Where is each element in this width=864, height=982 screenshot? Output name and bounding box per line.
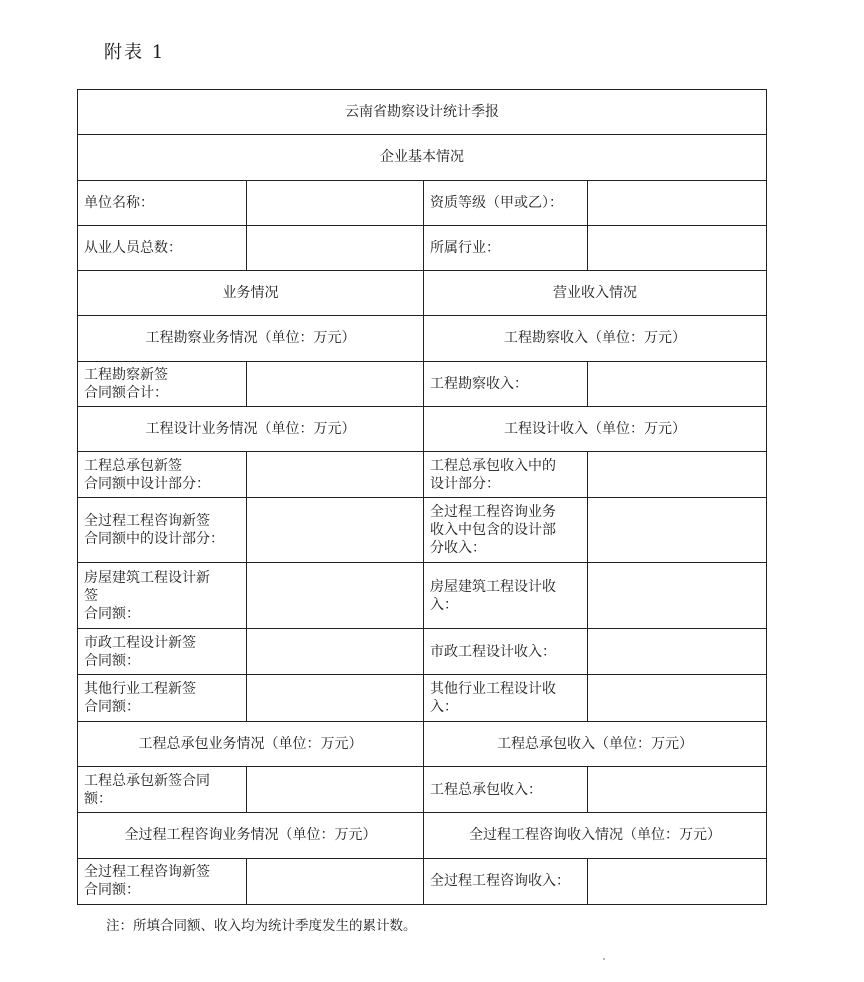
- unit-name-label: 单位名称：: [78, 180, 247, 225]
- design-row-right-label: 工程总承包收入中的 设计部分：: [424, 452, 588, 498]
- design-row-right-field[interactable]: [588, 629, 767, 675]
- epc-contract-label: 工程总承包新签合同 额：: [78, 767, 247, 813]
- design-row-right-field[interactable]: [588, 452, 767, 498]
- design-row-right-label: 市政工程设计收入：: [424, 629, 588, 675]
- epc-income-label: 工程总承包收入：: [424, 767, 588, 813]
- attachment-label: 附表 1: [104, 42, 166, 63]
- design-row-left-label: 其他行业工程新签 合同额：: [78, 675, 247, 721]
- industry-field[interactable]: [588, 225, 767, 270]
- consult-business-heading: 全过程工程咨询业务情况（单位：万元）: [78, 813, 424, 858]
- unit-name-field[interactable]: [247, 180, 424, 225]
- design-row-left-field[interactable]: [247, 452, 424, 498]
- employees-label: 从业人员总数：: [78, 225, 247, 270]
- consult-income-field[interactable]: [588, 858, 767, 904]
- survey-income-label: 工程勘察收入：: [424, 361, 588, 406]
- design-row-left-field[interactable]: [247, 629, 424, 675]
- employees-field[interactable]: [247, 225, 424, 270]
- basic-info-heading: 企业基本情况: [78, 135, 767, 180]
- design-row-left-field[interactable]: [247, 562, 424, 628]
- consult-revenue-heading: 全过程工程咨询收入情况（单位：万元）: [424, 813, 767, 858]
- form-title: 云南省勘察设计统计季报: [78, 90, 767, 135]
- epc-business-heading: 工程总承包业务情况（单位：万元）: [78, 721, 424, 766]
- design-row-right-label: 其他行业工程设计收 入：: [424, 675, 588, 721]
- design-business-heading: 工程设计业务情况（单位：万元）: [78, 406, 424, 451]
- qualification-label: 资质等级（甲或乙）：: [424, 180, 588, 225]
- qualification-field[interactable]: [588, 180, 767, 225]
- survey-business-heading: 工程勘察业务情况（单位：万元）: [78, 316, 424, 361]
- design-row-left-label: 市政工程设计新签 合同额：: [78, 629, 247, 675]
- design-row-right-label: 房屋建筑工程设计收 入：: [424, 562, 588, 628]
- design-row-right-field[interactable]: [588, 498, 767, 562]
- consult-contract-label: 全过程工程咨询新签 合同额：: [78, 858, 247, 904]
- design-row-right-field[interactable]: [588, 562, 767, 628]
- business-heading: 业务情况: [78, 271, 424, 316]
- revenue-heading: 营业收入情况: [424, 271, 767, 316]
- design-row-left-label: 房屋建筑工程设计新 签 合同额：: [78, 562, 247, 628]
- footnote: 注：所填合同额、收入均为统计季度发生的累计数。: [106, 918, 417, 934]
- design-row-left-field[interactable]: [247, 498, 424, 562]
- design-revenue-heading: 工程设计收入（单位：万元）: [424, 406, 767, 451]
- survey-contract-label: 工程勘察新签 合同额合计：: [78, 361, 247, 406]
- survey-contract-field[interactable]: [247, 361, 424, 406]
- epc-contract-field[interactable]: [247, 767, 424, 813]
- industry-label: 所属行业：: [424, 225, 588, 270]
- epc-income-field[interactable]: [588, 767, 767, 813]
- survey-revenue-heading: 工程勘察收入（单位：万元）: [424, 316, 767, 361]
- design-row-right-field[interactable]: [588, 675, 767, 721]
- epc-revenue-heading: 工程总承包收入（单位：万元）: [424, 721, 767, 766]
- design-row-left-field[interactable]: [247, 675, 424, 721]
- design-row-left-label: 工程总承包新签 合同额中设计部分：: [78, 452, 247, 498]
- survey-income-field[interactable]: [588, 361, 767, 406]
- consult-income-label: 全过程工程咨询收入：: [424, 858, 588, 904]
- statistics-form-table: [77, 89, 767, 905]
- design-row-left-label: 全过程工程咨询新签 合同额中的设计部分：: [78, 498, 247, 562]
- design-row-right-label: 全过程工程咨询业务 收入中包含的设计部 分收入：: [424, 498, 588, 562]
- consult-contract-field[interactable]: [247, 858, 424, 904]
- scan-speck: [603, 958, 605, 960]
